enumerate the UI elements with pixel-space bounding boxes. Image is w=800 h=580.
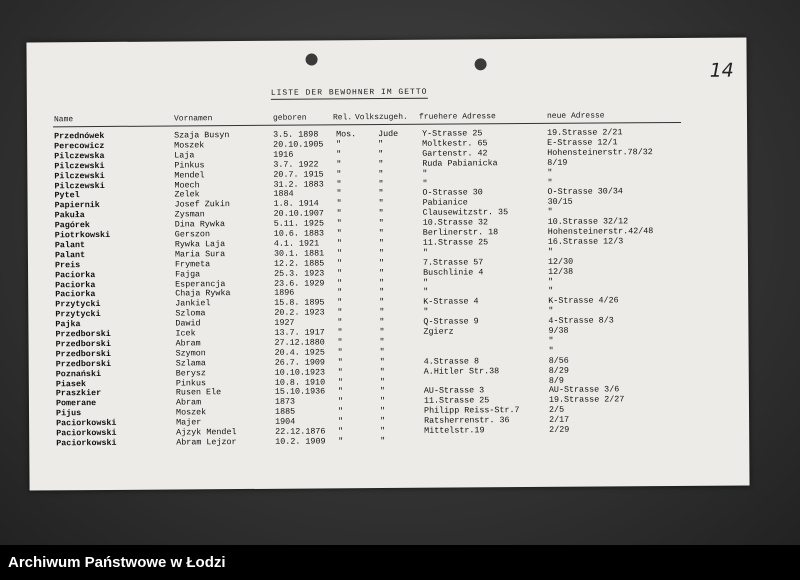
cell-date: 1896 [274, 288, 295, 299]
cell-new: " [548, 286, 554, 297]
punch-hole [475, 58, 487, 70]
cell-old: Ruda Pabianicka [422, 157, 498, 169]
cell-old: 10.Strasse 32 [422, 217, 489, 228]
cell-volk: " [379, 356, 385, 367]
header-first-names: Vornamen [173, 114, 213, 124]
cell-rel: " [336, 198, 342, 209]
cell-first: Moszek [175, 407, 207, 418]
cell-new: 12/38 [548, 266, 574, 277]
header-old-address: fruehere Adresse [418, 112, 496, 122]
cell-volk: " [379, 376, 385, 387]
cell-new: 10.Strasse 32/12 [547, 216, 629, 227]
cell-date: 1904 [275, 416, 296, 427]
cell-rel: " [336, 149, 342, 160]
cell-volk: " [379, 336, 385, 347]
cell-volk: " [379, 386, 385, 397]
cell-name: Poznański [55, 368, 102, 379]
cell-volk: " [378, 188, 384, 199]
cell-date: 25.3. 1923 [274, 268, 325, 279]
cell-name: Pakuła [54, 210, 85, 221]
cell-volk: " [379, 307, 385, 318]
cell-name: Pajka [55, 319, 81, 330]
cell-rel: " [336, 228, 342, 239]
cell-date: 15.8. 1895 [274, 297, 325, 309]
cell-name: Przytycki [55, 299, 101, 310]
cell-date: 30.1. 1881 [273, 248, 325, 259]
cell-date: 1927 [274, 317, 295, 328]
cell-new: " [547, 246, 553, 257]
cell-rel: " [337, 347, 343, 358]
cell-first: Frymeta [174, 258, 211, 270]
cell-old: " [423, 306, 429, 317]
cell-name: Pytel [54, 190, 80, 201]
cell-new: " [548, 335, 554, 346]
document-title: LISTE DER BEWOHNER IM GETTO [270, 87, 428, 98]
cell-rel: " [338, 416, 344, 427]
cell-name: Paciorkowski [56, 417, 117, 429]
cell-new: E-Strasse 12/1 [547, 137, 618, 148]
cell-old: Pabianice [422, 197, 468, 209]
cell-old: Berlinerstr. 18 [422, 227, 499, 238]
cell-name: Przedborski [55, 338, 111, 350]
cell-volk: " [378, 228, 384, 239]
cell-volk: " [378, 168, 384, 179]
cell-rel: " [337, 287, 343, 298]
cell-new: 2/17 [549, 414, 570, 425]
cell-volk: " [379, 396, 386, 407]
cell-new: 9/38 [548, 325, 569, 336]
cell-name: Przednówek [54, 130, 105, 142]
header-new-address: neue Adresse [546, 111, 605, 121]
cell-volk: " [379, 406, 386, 417]
cell-old: " [422, 168, 428, 179]
cell-first: Josef Zukin [174, 199, 230, 210]
cell-rel: " [336, 248, 342, 259]
cell-date: 23.6. 1929 [274, 277, 325, 289]
cell-date: 10.8. 1910 [274, 376, 326, 388]
cell-date: 4.1. 1921 [273, 238, 320, 249]
cell-rel: " [336, 258, 343, 269]
cell-date: 20.10.1907 [273, 208, 324, 219]
cell-rel: " [336, 178, 342, 189]
cell-new: 12/30 [547, 256, 574, 267]
cell-new: " [547, 167, 553, 178]
cell-rel: " [338, 426, 344, 437]
cell-name: Preis [54, 259, 81, 271]
cell-date: 10.6. 1883 [273, 228, 325, 239]
cell-first: Zelek [174, 189, 200, 200]
cell-name: Pilczewski [54, 160, 105, 172]
cell-old: Ratsherrenstr. 36 [424, 415, 510, 426]
cell-volk: " [380, 416, 386, 427]
cell-date: 13.7. 1917 [274, 327, 325, 338]
cell-date: 1.8. 1914 [273, 198, 319, 210]
cell-date: 10.2. 1909 [275, 436, 326, 447]
page-number: 14 [709, 59, 734, 82]
cell-new: O-Strasse 30/34 [547, 186, 623, 198]
cell-new: 2/29 [549, 424, 570, 435]
cell-rel: " [337, 307, 343, 318]
cell-new: 8/56 [548, 355, 569, 366]
cell-new: " [548, 276, 554, 287]
cell-old: AU-Strasse 3 [423, 385, 485, 397]
cell-volk: " [378, 138, 384, 149]
cell-first: Moszek [174, 140, 205, 151]
header-religion: Rel. [332, 113, 353, 123]
cell-new: Hohensteinerstr.78/32 [547, 146, 653, 158]
header-rule [53, 122, 681, 127]
cell-date: 3.5. 1898 [273, 129, 319, 140]
cell-old: " [423, 277, 429, 288]
cell-name: Praszkier [55, 388, 102, 399]
cell-first: Abram Lejzor [176, 436, 237, 448]
cell-volk: " [379, 327, 385, 338]
cell-new: 30/15 [547, 197, 573, 208]
cell-old: 11.Strasse 25 [422, 237, 489, 248]
cell-rel: " [337, 327, 343, 338]
cell-rel: " [336, 218, 342, 229]
cell-volk: " [378, 158, 384, 169]
cell-volk: " [379, 317, 385, 328]
cell-new: 8/19 [547, 157, 568, 168]
cell-new: 19.Strasse 2/27 [548, 394, 625, 406]
cell-name: Pagórek [54, 220, 90, 231]
cell-first: Abram [175, 397, 202, 408]
cell-rel: " [337, 337, 343, 348]
cell-date: 26.7. 1909 [274, 357, 325, 368]
cell-first: Dina Rywka [174, 219, 226, 230]
footer-bar [0, 545, 800, 580]
cell-date: 1885 [274, 406, 296, 417]
cell-volk: Jude [378, 128, 399, 140]
cell-date: 20.10.1905 [273, 139, 324, 150]
cell-first: Majer [176, 417, 202, 428]
cell-volk: " [378, 198, 384, 209]
cell-date: 1873 [274, 396, 296, 408]
cell-old: Mittelstr.19 [424, 425, 485, 436]
cell-old: Y-Strasse 25 [422, 128, 483, 139]
cell-name: Papiernik [54, 200, 100, 211]
cell-old: " [422, 247, 428, 258]
header-name: Name [53, 115, 74, 125]
cell-date: 3.7. 1922 [273, 159, 319, 170]
cell-old: 7.Strasse 57 [422, 257, 484, 268]
cell-name: Pilczewski [54, 170, 105, 181]
cell-name: Palant [54, 240, 86, 251]
cell-name: Paciorka [55, 289, 96, 300]
cell-old: " [422, 178, 428, 189]
cell-date: 20.7. 1915 [273, 169, 324, 180]
cell-first: Fajga [175, 268, 201, 280]
cell-name: Paciorkowski [56, 437, 117, 449]
cell-date: 31.2. 1883 [273, 178, 324, 190]
cell-rel: " [337, 396, 344, 407]
cell-date: 12.2. 1885 [273, 258, 325, 269]
header-born: geboren [272, 113, 307, 123]
cell-rel: " [336, 159, 342, 170]
cell-first: Chaja Rywka [175, 288, 231, 299]
cell-old: 11.Strasse 25 [423, 395, 490, 407]
cell-first: Mendel [174, 169, 205, 181]
cell-rel: " [337, 386, 343, 397]
cell-date: 22.12.1876 [275, 426, 326, 437]
cell-date: 15.10.1936 [274, 386, 326, 398]
cell-new: " [548, 306, 554, 317]
cell-name: Przytycki [55, 309, 101, 320]
cell-first: Pinkus [175, 377, 207, 388]
cell-old: " [423, 287, 429, 298]
cell-first: Berysz [175, 367, 206, 379]
cell-date: 20.4. 1925 [274, 347, 325, 358]
cell-new: " [548, 345, 554, 356]
cell-date: 20.2. 1923 [274, 307, 325, 318]
cell-old: 4.Strasse 8 [423, 356, 480, 367]
cell-first: Pinkus [174, 159, 205, 171]
cell-volk: " [379, 277, 385, 288]
cell-volk: " [379, 297, 385, 308]
cell-rel: " [337, 357, 343, 368]
cell-rel: " [336, 168, 342, 179]
cell-old: Zgierz [423, 326, 454, 337]
cell-new: 19.Strasse 2/21 [547, 127, 623, 138]
cell-first: Szaja Busyn [174, 130, 230, 141]
cell-first: Moech [174, 179, 200, 190]
cell-name: Pilczewski [54, 180, 105, 191]
cell-old: A.Hitler Str.38 [423, 365, 500, 377]
cell-new: " [547, 177, 553, 188]
cell-first: Szloma [175, 308, 206, 319]
cell-rel: " [337, 366, 343, 377]
cell-new: AU-Strasse 3/6 [548, 384, 620, 396]
cell-new: Hohensteinerstr.42/48 [547, 226, 654, 237]
cell-rel: " [336, 188, 342, 199]
cell-first: Esperancja [175, 278, 226, 289]
cell-old: Gartenstr. 42 [422, 148, 488, 159]
cell-volk: " [378, 148, 384, 159]
cell-first: Dawid [175, 318, 201, 329]
cell-name: Przedborski [55, 328, 111, 340]
cell-old: K-Strasse 4 [423, 296, 479, 308]
cell-date: 27.12.1880 [274, 337, 325, 348]
cell-first: Gerszon [174, 229, 211, 240]
cell-first: Icek [175, 328, 196, 339]
cell-rel: " [337, 406, 344, 417]
cell-rel: " [336, 208, 342, 219]
cell-first: Ajzyk Mendel [176, 427, 237, 438]
cell-volk: " [379, 366, 385, 377]
cell-new: 16.Strasse 12/3 [547, 236, 624, 247]
cell-first: Laja [174, 150, 195, 161]
cell-new: 8/9 [548, 375, 564, 386]
cell-first: Zysman [174, 209, 205, 220]
cell-name: Pomerane [55, 398, 97, 409]
cell-name: Pilczewska [54, 150, 105, 162]
cell-first: Rywka Laja [174, 239, 226, 250]
cell-old: Moltkestr. 65 [422, 138, 488, 149]
cell-volk: " [380, 426, 386, 437]
cell-first: Szlama [175, 357, 206, 369]
cell-rel: " [336, 238, 342, 249]
cell-volk: " [378, 178, 384, 189]
cell-volk: " [378, 218, 384, 229]
cell-rel: " [337, 277, 343, 288]
cell-name: Palant [54, 249, 86, 261]
cell-volk: " [380, 435, 386, 446]
document-page [26, 37, 749, 490]
cell-name: Paciorka [55, 269, 96, 280]
cell-old: Buschlinie 4 [423, 266, 484, 278]
cell-rel: " [337, 297, 343, 308]
cell-volk: " [378, 237, 384, 248]
cell-name: Przedborski [55, 348, 111, 360]
cell-date: 1916 [273, 149, 294, 160]
cell-name: Piotrkowski [54, 229, 111, 241]
cell-first: Abram [175, 338, 201, 349]
cell-rel: " [337, 267, 343, 278]
cell-first: Maria Sura [174, 248, 226, 260]
cell-date: 5.11. 1925 [273, 218, 325, 229]
cell-rel: " [337, 317, 343, 328]
cell-volk: " [378, 247, 384, 258]
cell-rel: Mos. [336, 129, 357, 140]
cell-name: Pijus [56, 408, 82, 419]
header-nationality: Volkszugeh. [354, 112, 408, 123]
cell-date: 10.10.1923 [274, 367, 326, 378]
cell-volk: " [378, 257, 385, 268]
cell-new: 8/29 [548, 365, 569, 376]
cell-name: Perecowicz [54, 140, 105, 152]
cell-volk: " [379, 267, 385, 278]
cell-name: Piasek [55, 378, 87, 389]
cell-name: Przedborski [55, 358, 112, 370]
cell-new: K-Strasse 4/26 [548, 295, 619, 307]
cell-rel: " [337, 376, 343, 387]
cell-new: 2/5 [548, 404, 565, 416]
cell-first: Rusen Ele [175, 387, 222, 398]
cell-old: Clausewitzstr. 35 [422, 207, 509, 218]
cell-first: Szymon [175, 348, 206, 359]
cell-volk: " [378, 208, 384, 219]
cell-new: " [547, 207, 553, 218]
cell-name: Paciorka [55, 279, 96, 290]
cell-volk: " [379, 287, 385, 298]
punch-hole [306, 53, 318, 65]
cell-new: 4-Strasse 8/3 [548, 315, 614, 326]
archive-name: Archiwum Państwowe w Łodzi [8, 554, 226, 571]
cell-volk: " [379, 346, 385, 357]
cell-first: Jankiel [175, 298, 211, 309]
cell-old: Philipp Reiss-Str.7 [423, 405, 520, 416]
cell-name: Paciorkowski [56, 427, 117, 439]
cell-rel: " [338, 436, 344, 447]
cell-date: 1884 [273, 189, 294, 200]
cell-rel: " [336, 139, 342, 150]
cell-old: O-Strasse 30 [422, 187, 483, 199]
cell-old: Q-Strasse 9 [423, 316, 479, 327]
